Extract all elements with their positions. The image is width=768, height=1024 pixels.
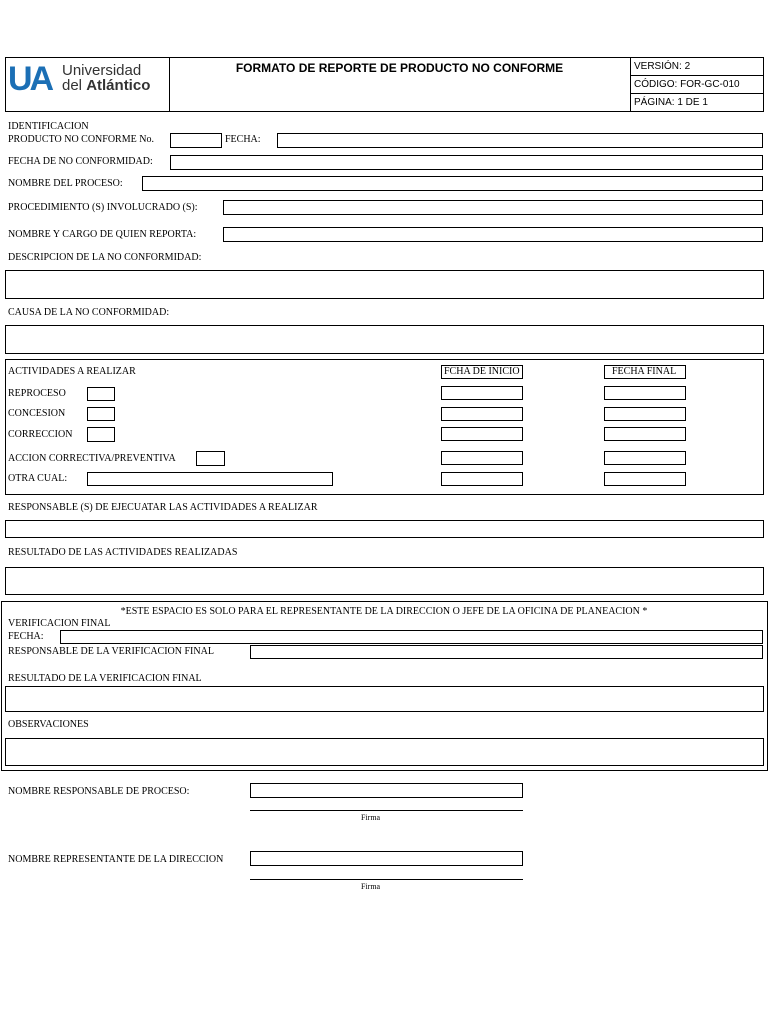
verificacion-resultado-label: RESULTADO DE LA VERIFICACION FINAL bbox=[8, 673, 202, 684]
nombre-cargo-label: NOMBRE Y CARGO DE QUIEN REPORTA: bbox=[8, 229, 197, 240]
verificacion-fecha-label: FECHA: bbox=[8, 631, 44, 642]
procedimiento-label: PROCEDIMIENTO (S) INVOLUCRADO (S): bbox=[8, 202, 198, 213]
verificacion-responsable-input[interactable] bbox=[250, 645, 763, 659]
fecha-label: FECHA: bbox=[225, 134, 261, 145]
observaciones-label: OBSERVACIONES bbox=[8, 719, 89, 730]
logo-line2 bbox=[62, 78, 150, 94]
actividad-label: CONCESION bbox=[8, 408, 66, 419]
fecha-inicio-header-text: FCHA DE INICIO bbox=[444, 366, 520, 377]
nombre-responsable-input[interactable] bbox=[250, 783, 523, 798]
firma-caption: Firma bbox=[361, 882, 381, 891]
fecha-final-header bbox=[604, 365, 686, 379]
identificacion-heading: IDENTIFICACION bbox=[8, 121, 89, 132]
nombre-representante-input[interactable] bbox=[250, 851, 523, 866]
actividad-fecha-inicio[interactable] bbox=[441, 472, 523, 486]
procedimiento-input[interactable] bbox=[223, 200, 763, 215]
verificacion-fecha-input[interactable] bbox=[60, 630, 763, 644]
nombre-representante-label: NOMBRE REPRESENTANTE DE LA DIRECCION bbox=[8, 854, 224, 865]
firma-line bbox=[250, 879, 523, 880]
university-logo bbox=[8, 61, 163, 101]
verificacion-responsable-label: RESPONSABLE DE LA VERIFICACION FINAL bbox=[8, 646, 214, 657]
responsable-label: RESPONSABLE (S) DE EJECUATAR LAS ACTIVIDADES A REALIZAR bbox=[8, 502, 318, 513]
nombre-proceso-input[interactable] bbox=[142, 176, 763, 191]
logo-line2-bold: Atlántico bbox=[86, 77, 151, 94]
actividad-fecha-inicio[interactable] bbox=[441, 407, 523, 421]
actividad-label: REPROCESO bbox=[8, 388, 66, 399]
observaciones-input[interactable] bbox=[5, 738, 764, 766]
header-divider-2 bbox=[630, 57, 631, 112]
pagina-label: PÁGINA: 1 DE 1 bbox=[634, 97, 708, 108]
logo-mark: UA bbox=[8, 60, 52, 98]
form-title: FORMATO DE REPORTE DE PRODUCTO NO CONFORME bbox=[235, 61, 564, 75]
otra-cual-input[interactable] bbox=[87, 472, 333, 486]
fecha-inicio-header bbox=[441, 365, 523, 379]
logo-line1: Universidad bbox=[62, 62, 142, 79]
actividad-checkbox[interactable] bbox=[196, 451, 225, 466]
verificacion-heading: VERIFICACION FINAL bbox=[8, 618, 111, 629]
producto-input[interactable] bbox=[170, 133, 222, 148]
responsable-input[interactable] bbox=[5, 520, 764, 538]
codigo-label: CÓDIGO: FOR-GC-010 bbox=[634, 79, 740, 90]
actividad-label: CORRECCION bbox=[8, 429, 73, 440]
actividad-checkbox[interactable] bbox=[87, 407, 115, 421]
actividad-label: OTRA CUAL: bbox=[8, 473, 68, 484]
actividad-label: ACCION CORRECTIVA/PREVENTIVA bbox=[8, 453, 176, 464]
actividad-fecha-final[interactable] bbox=[604, 407, 686, 421]
resultado-input[interactable] bbox=[5, 567, 764, 595]
version-label: VERSIÓN: 2 bbox=[634, 61, 691, 72]
nombre-responsable-label: NOMBRE RESPONSABLE DE PROCESO: bbox=[8, 786, 190, 797]
actividad-fecha-final[interactable] bbox=[604, 427, 686, 441]
descripcion-input[interactable] bbox=[5, 270, 764, 299]
descripcion-label: DESCRIPCION DE LA NO CONFORMIDAD: bbox=[8, 252, 202, 263]
fecha-final-header-text: FECHA FINAL bbox=[612, 366, 677, 377]
fecha-no-conformidad-input[interactable] bbox=[170, 155, 763, 170]
nombre-proceso-label: NOMBRE DEL PROCESO: bbox=[8, 178, 123, 189]
actividad-checkbox[interactable] bbox=[87, 427, 115, 442]
actividad-fecha-inicio[interactable] bbox=[441, 386, 523, 400]
fecha-no-conformidad-label: FECHA DE NO CONFORMIDAD: bbox=[8, 156, 153, 167]
header-row-line-1 bbox=[630, 75, 764, 76]
nombre-cargo-input[interactable] bbox=[223, 227, 763, 242]
verificacion-resultado-input[interactable] bbox=[5, 686, 764, 712]
actividad-fecha-final[interactable] bbox=[604, 451, 686, 465]
firma-caption: Firma bbox=[361, 813, 381, 822]
actividad-fecha-inicio[interactable] bbox=[441, 451, 523, 465]
verificacion-note: *ESTE ESPACIO ES SOLO PARA EL REPRESENTANTE DE LA DIRECCION O JEFE DE LA OFICINA DE PLANEACION * bbox=[120, 606, 648, 617]
causa-input[interactable] bbox=[5, 325, 764, 354]
header-row-line-2 bbox=[630, 93, 764, 94]
actividad-checkbox[interactable] bbox=[87, 387, 115, 401]
producto-label: PRODUCTO NO CONFORME No. bbox=[8, 134, 154, 145]
causa-label: CAUSA DE LA NO CONFORMIDAD: bbox=[8, 307, 170, 318]
fecha-input[interactable] bbox=[277, 133, 763, 148]
firma-line bbox=[250, 810, 523, 811]
actividad-fecha-final[interactable] bbox=[604, 386, 686, 400]
actividad-fecha-final[interactable] bbox=[604, 472, 686, 486]
actividades-heading: ACTIVIDADES A REALIZAR bbox=[8, 366, 136, 377]
logo-line2-prefix: del bbox=[62, 77, 87, 94]
resultado-label: RESULTADO DE LAS ACTIVIDADES REALIZADAS bbox=[8, 547, 238, 558]
actividad-fecha-inicio[interactable] bbox=[441, 427, 523, 441]
